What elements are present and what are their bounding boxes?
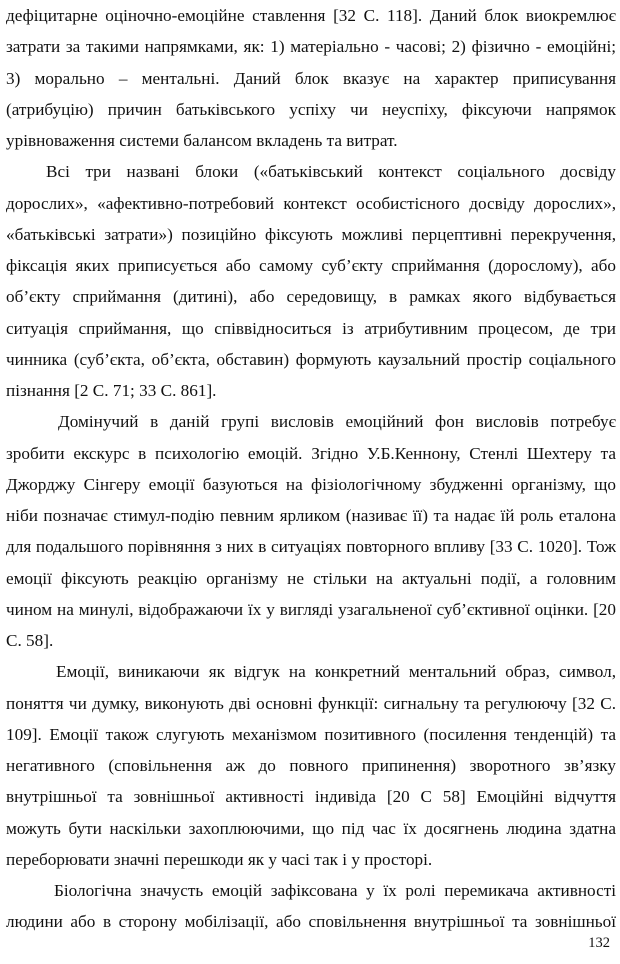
paragraph-continuation: дефіцитарне оціночно-емоційне ставлення [32 С. 118]. Даний блок виокремлює затрати за такими напрямками, як: 1) матеріально - часові; 2) фізично - емоційні; 3) морально – ментальні. Даний блок вказує на характер приписування (атрибуцію) причин батьківського успіху чи неуспіху, фіксуючи напрямок урівноваження системи балансом вкладень та витрат. bbox=[6, 6, 616, 150]
paragraph-emotional-background: Домінучий в даній групі висловів емоційний фон висловів потребує зробити екскурс в психологію емоцій. Згідно У.Б.Кеннону, Стенлі Шехтеру та Джорджу Сінгеру емоції базуються на фізіологічному збудженні організму, що ніби позначає стимул-подію певним ярликом (називає її) та надає їй роль еталона для подальшого порівняння з них в ситуаціях повторного впливу [33 С. 1020]. Тож емоції фіксують реакцію організму не стільки на актуальні події, а головним чином на минулі, відображаючи їх у вигляді узагальненої суб’єктивної оцінки. [20 С. 58]. bbox=[6, 412, 616, 650]
paragraph-biological-significance: Біологічна значусть емоцій зафіксована у їх ролі перемикача активності людини або в сторону мобілізації, або сповільнення внутрішньої та зовнішньої bbox=[6, 881, 616, 932]
paragraph-emotion-functions: Емоції, виникаючи як відгук на конкретний ментальний образ, символ, поняття чи думку, виконують дві основні функції: сигнальну та регулюючу [32 С. 109]. Емоції також слугують механізмом позитивного (посилення тенденцій) та негативного (сповільнення аж до повного припинення) зворотного зв’язку внутрішньої та зовнішньої активності індивіда [20 С 58] Емоційні відчуття можуть бути наскільки захоплюючими, що під час їх досягнень людина здатна переборювати значні перешкоди як у часі так і у просторі. bbox=[6, 662, 616, 869]
page-number: 132 bbox=[588, 935, 610, 951]
body-text bbox=[6, 0, 616, 938]
paragraph-perceptual-distortions: Всі три названі блоки («батьківський контекст соціального досвіду дорослих», «афективно-потребовий контекст особистісного досвіду дорослих», «батьківські затрати») позиційно фіксують можливі перцептивні перекручення, фіксація яких приписується або самому суб’єкту сприймання (дорослому), або об’єкту сприймання (дитині), або середовищу, в рамках якого відбувається ситуація сприймання, що співвідноситься із атрибутивним процесом, де три чинника (суб’єкта, об’єкта, обставин) формують каузальний простір соціального пізнання [2 С. 71; 33 С. 861]. bbox=[6, 162, 616, 400]
